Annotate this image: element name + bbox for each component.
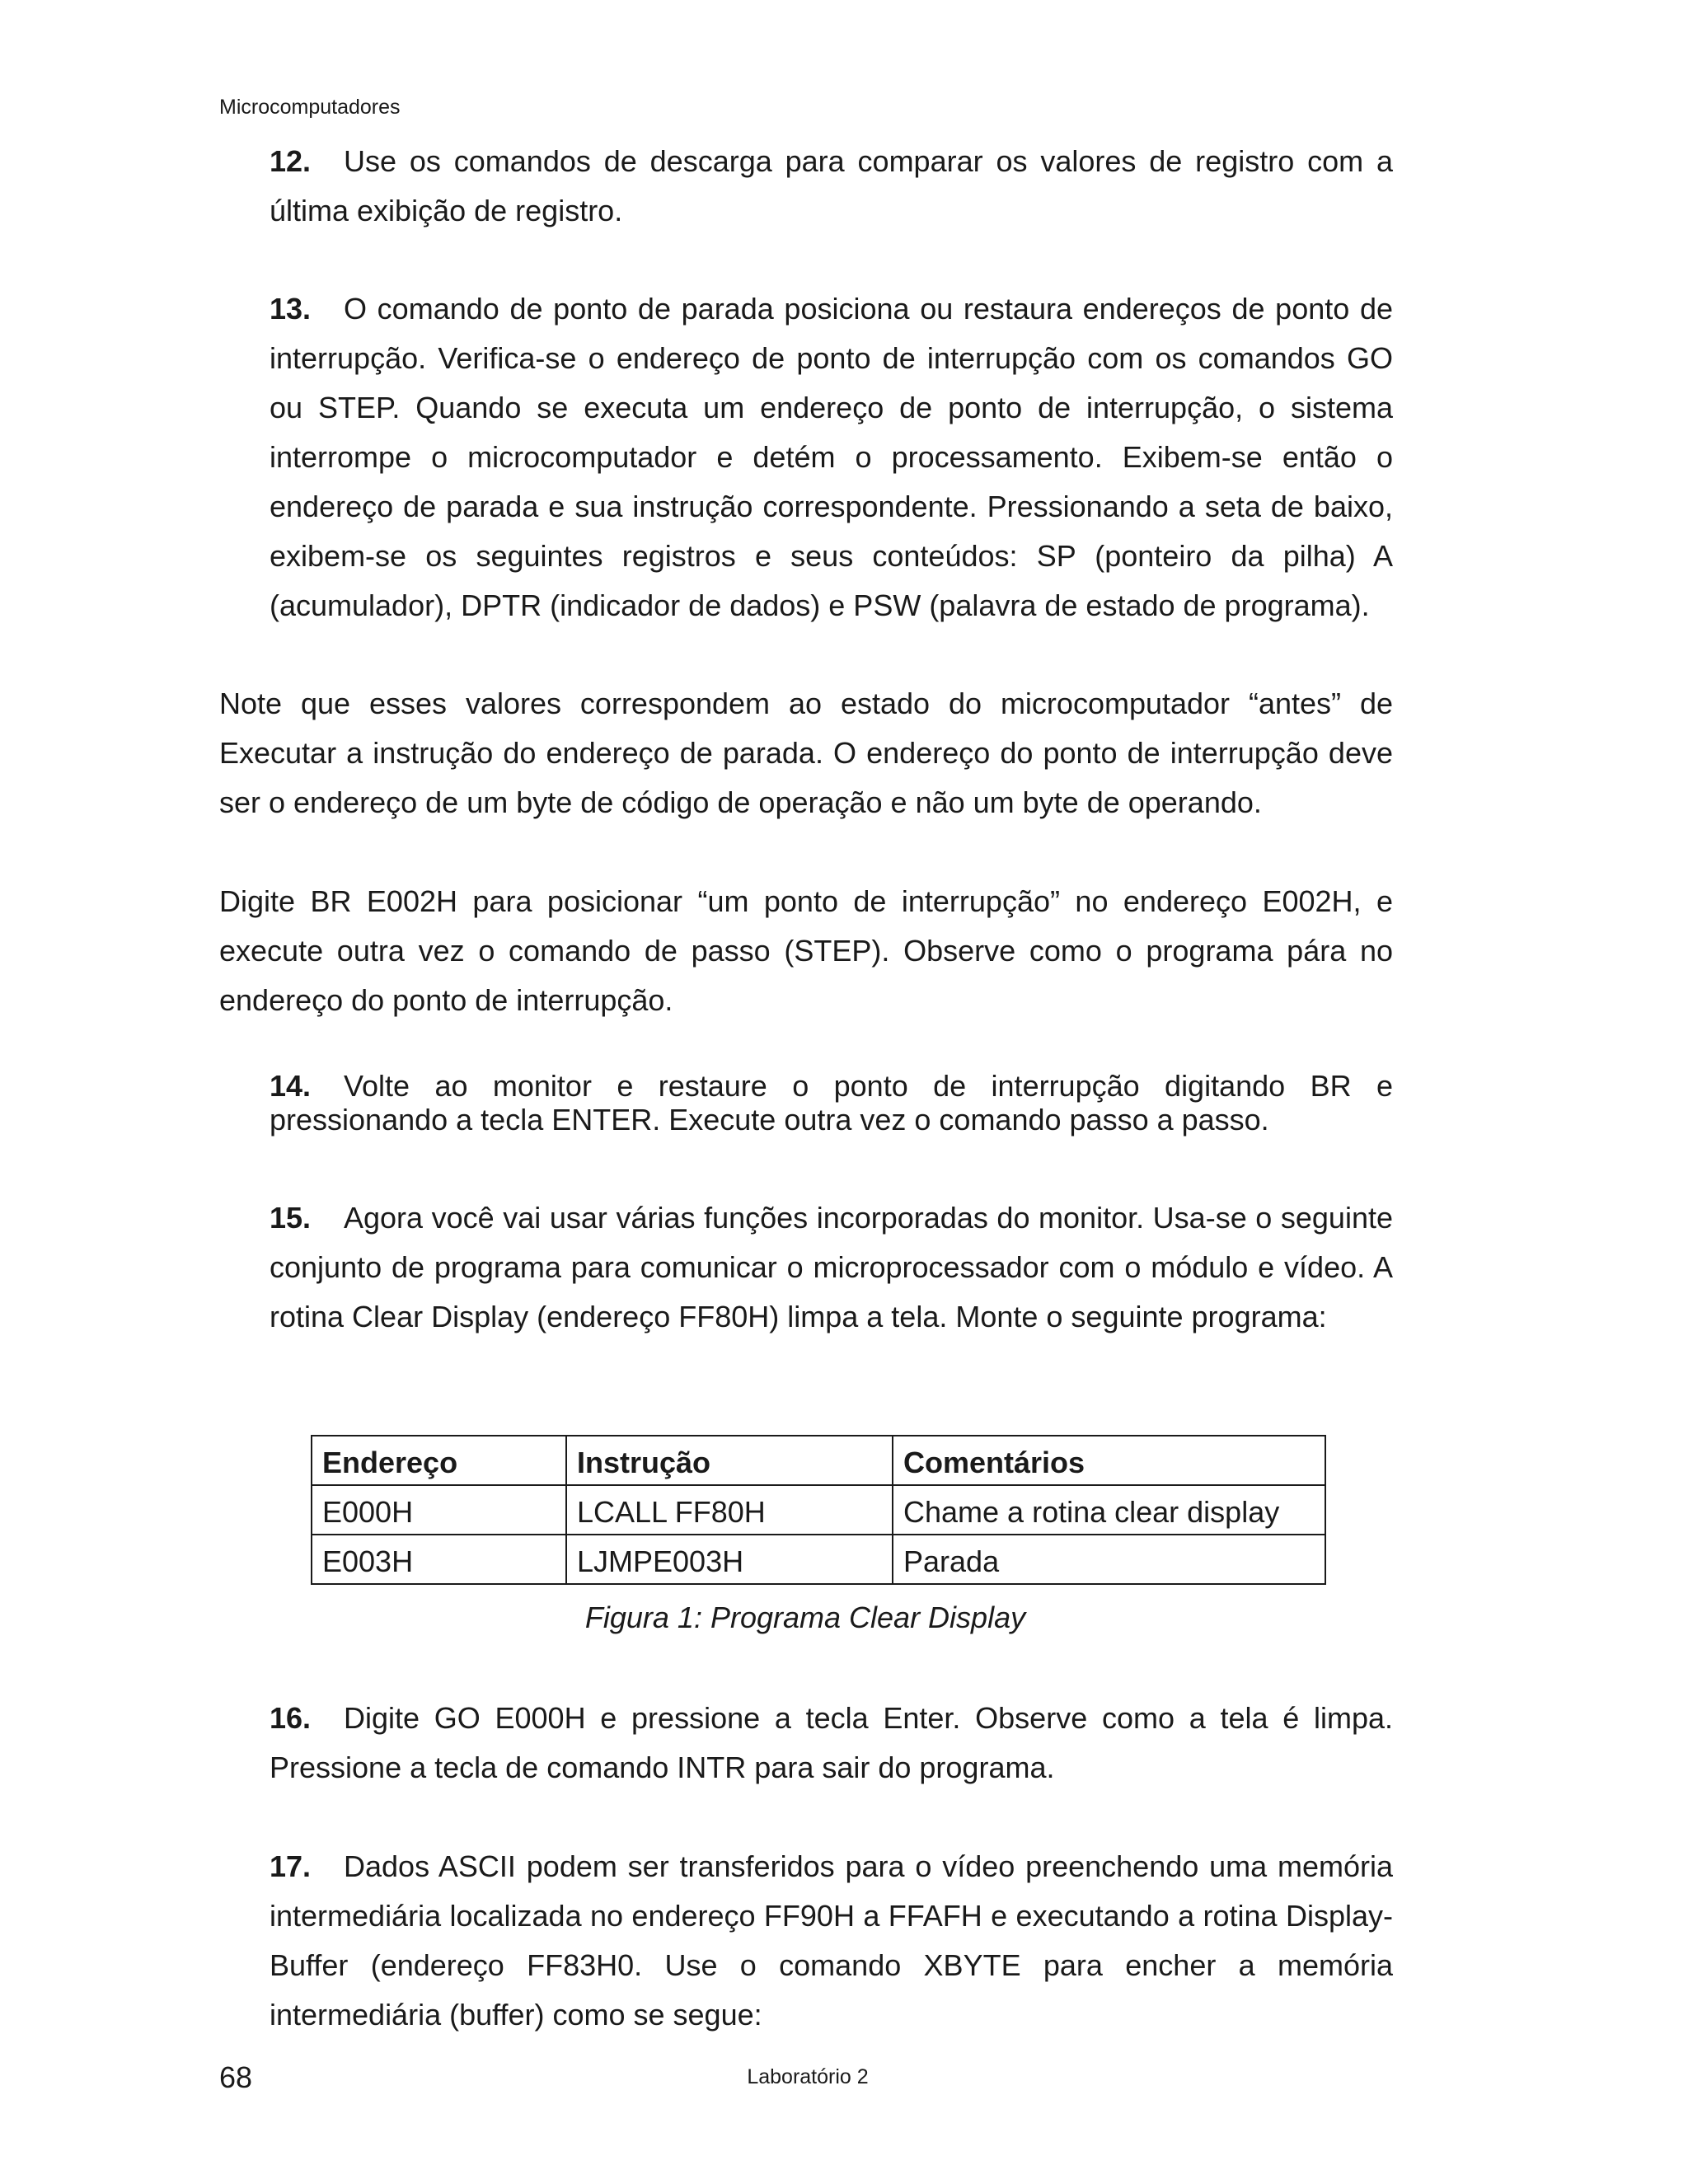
program-table	[311, 1435, 1326, 1585]
header-comments: Comentários	[893, 1436, 1325, 1485]
list-item-12	[270, 137, 1393, 236]
cell-comment: Chame a rotina clear display	[893, 1485, 1325, 1535]
cell-address: E000H	[312, 1485, 566, 1535]
paragraph-note: Note que esses valores correspondem ao estado do microcomputador “antes” de Executar a instrução do endereço de parada. O endereço do ponto de interrupção deve ser o endereço de um byte de código de operação e não um byte de operando.	[219, 687, 1393, 819]
cell-instruction: LJMPE003H	[566, 1535, 893, 1584]
list-item-14	[270, 1069, 1393, 1137]
item-text: Use os comandos de descarga para comparar os valores de registro com a última exibição de registro.	[270, 144, 1393, 227]
item-number: 15.	[270, 1201, 312, 1235]
running-footer: Laboratório 2	[747, 2065, 869, 2088]
figure-caption: Figura 1: Programa Clear Display	[584, 1601, 1026, 1634]
cell-instruction: LCALL FF80H	[566, 1485, 893, 1535]
cell-address: E003H	[312, 1535, 566, 1584]
item-text: Dados ASCII podem ser transferidos para o vídeo preenchendo uma memória intermediária localizada no endereço FF90H a FFAFH e executando a rotina Display-Buffer (endereço FF83H0. Use o comando XBYTE para encher a memória intermediária (buffer) como se segue:	[270, 1849, 1393, 2032]
table-header-row	[312, 1436, 1325, 1485]
list-item-13	[270, 284, 1393, 630]
item-text: O comando de ponto de parada posiciona ou restaura endereços de ponto de interrupção. Verifica-se o endereço de ponto de interrupção com os comandos GO ou STEP. Quando se executa um endereço de ponto de interrupção, o sistema interrompe o microcomputador e detém o processamento. Exibem-se então o endereço de parada e sua instrução correspondente. Pressionando a seta de baixo, exibem-se os seguintes registros e seus conteúdos: SP (ponteiro da pilha) A (acumulador), DPTR (indicador de dados) e PSW (palavra de estado de programa).	[270, 292, 1393, 622]
item-text: Agora você vai usar várias funções incorporadas do monitor. Usa-se o seguinte conjunto de programa para comunicar o microprocessador com o módulo e vídeo. A rotina Clear Display (endereço FF80H) limpa a tela. Monte o seguinte programa:	[270, 1201, 1393, 1333]
paragraph-breakpoint: Digite BR E002H para posicionar “um ponto de interrupção” no endereço E002H, e execute outra vez o comando de passo (STEP). Observe como o programa pára no endereço do ponto de interrupção.	[219, 884, 1393, 1017]
item-number: 12.	[270, 144, 312, 178]
list-item-16	[270, 1694, 1393, 1793]
cell-comment: Parada	[893, 1535, 1325, 1584]
list-item-17	[270, 1842, 1393, 2040]
header-address: Endereço	[312, 1436, 566, 1485]
item-text: Digite GO E000H e pressione a tecla Enter. Observe como a tela é limpa. Pressione a tecla de comando INTR para sair do programa.	[270, 1701, 1393, 1784]
item-number: 16.	[270, 1701, 312, 1735]
header-instruction: Instrução	[566, 1436, 893, 1485]
item-number: 14.	[270, 1069, 312, 1103]
page-number: 68	[219, 2060, 253, 2094]
table-row	[312, 1485, 1325, 1535]
item-number: 13.	[270, 292, 312, 326]
item-text: Volte ao monitor e restaure o ponto de interrupção digitando BR e pressionando a tecla ENTER. Execute outra vez o comando passo a passo.	[270, 1069, 1393, 1137]
table-row	[312, 1535, 1325, 1584]
running-header: Microcomputadores	[219, 96, 401, 119]
list-item-15	[270, 1193, 1393, 1342]
item-number: 17.	[270, 1849, 312, 1883]
